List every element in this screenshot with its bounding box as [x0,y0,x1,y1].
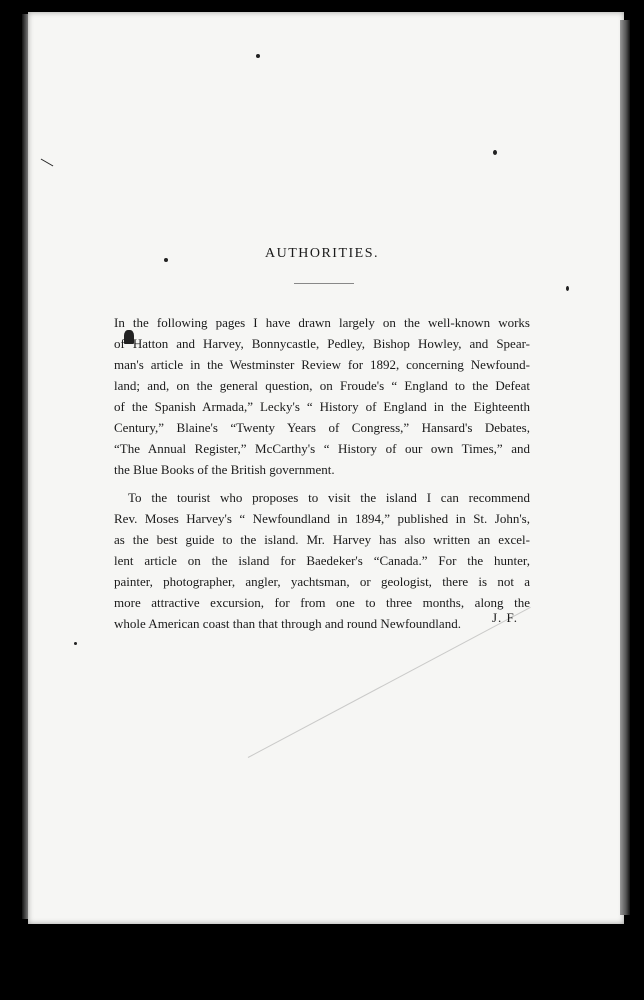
signature-initials: J. F. [492,610,518,625]
text-line: more attractive excursion, for from one to three months, along the [114,595,530,610]
speck [74,642,77,645]
text-line: whole American coast than that through and round Newfoundland. [114,616,461,631]
text-line: To the tourist who proposes to visit the island I can recommend [128,490,530,505]
speck [41,159,54,167]
text-line: Rev. Moses Harvey's “ Newfoundland in 1894,” published in St. John's, [114,511,530,526]
speck [566,286,569,291]
paragraph-2 [114,487,530,634]
speck [256,54,260,58]
text-line: of the Spanish Armada,” Lecky's “ History of England in the Eighteenth [114,399,530,414]
text-line: lent article on the island for Baedeker's “Canada.” For the hunter, [114,553,530,568]
text-line: man's article in the Westminster Review for 1892, concerning Newfound- [114,357,530,372]
title-rule [294,283,354,284]
page-title: AUTHORITIES. [264,246,380,261]
text-line: Century,” Blaine's “Twenty Years of Congress,” Hansard's Debates, [114,420,530,435]
text-line: the Blue Books of the British government. [114,462,335,477]
text-line: of Hatton and Harvey, Bonnycastle, Pedley, Bishop Howley, and Spear- [114,336,530,351]
text-line: “The Annual Register,” McCarthy's “ History of our own Times,” and [114,441,530,456]
text-line: land; and, on the general question, on Froude's “ England to the Defeat [114,378,530,393]
speck [493,150,497,155]
text-line: painter, photographer, angler, yachtsman, or geologist, there is not a [114,574,530,589]
body-text [114,312,530,634]
text-line: as the best guide to the island. Mr. Harvey has also written an excel- [114,532,530,547]
text-line: In the following pages I have drawn largely on the well-known works [114,315,530,330]
right-gutter-shadow [620,20,630,915]
paragraph-1 [114,312,530,480]
